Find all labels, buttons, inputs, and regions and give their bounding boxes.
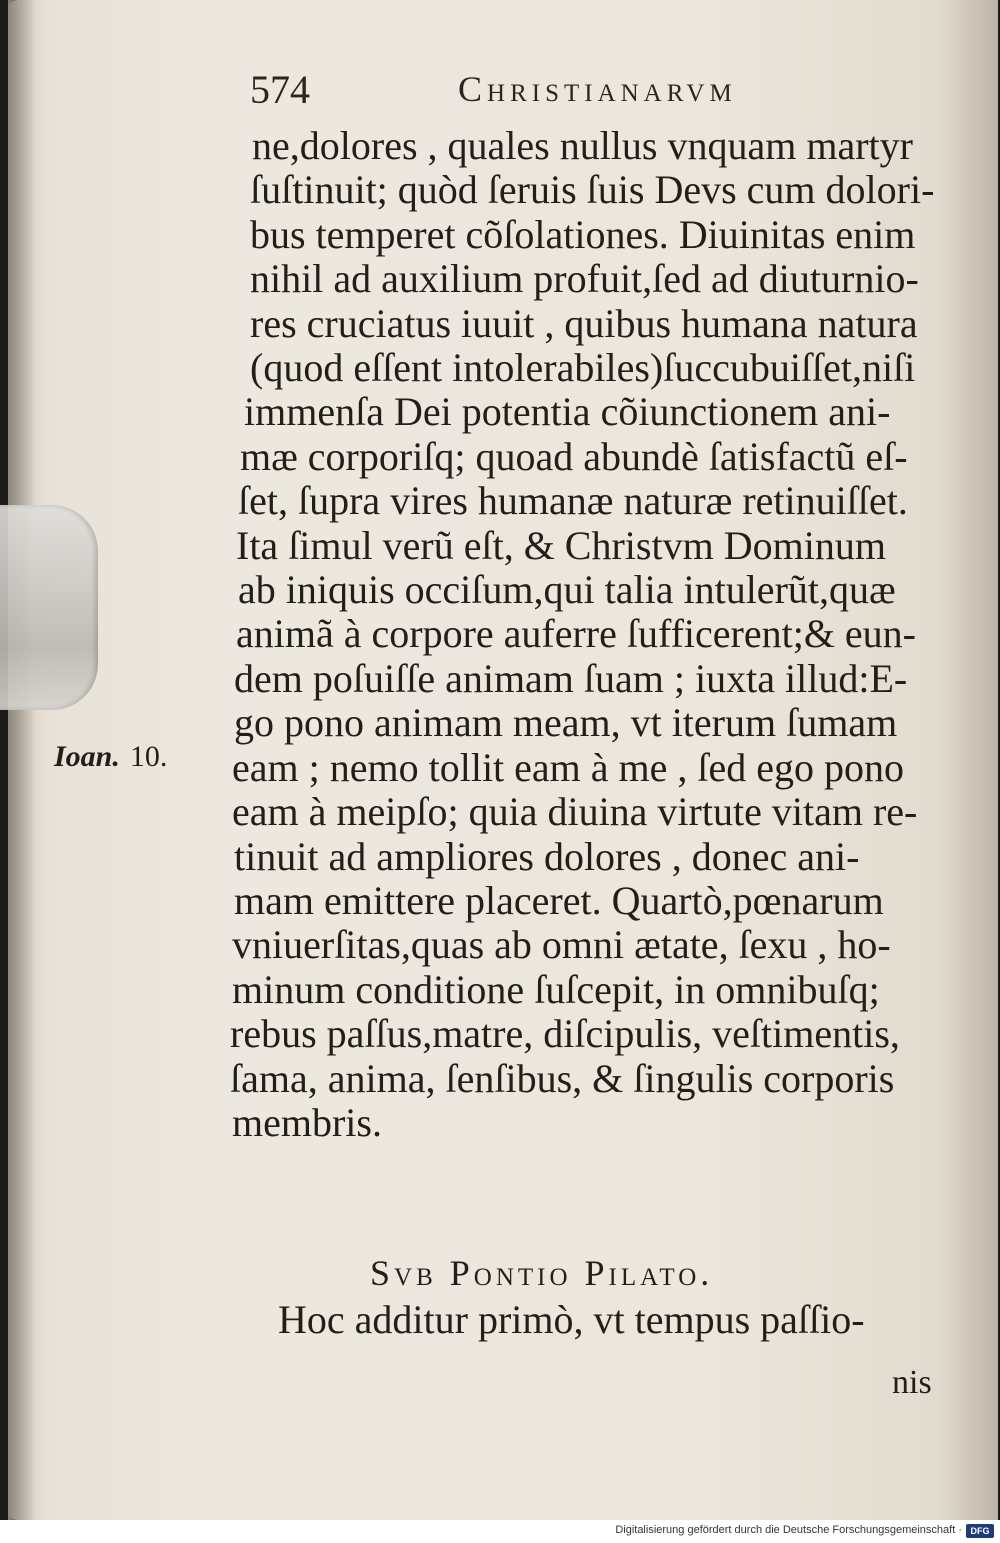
text-line: eam à meipſo; quia diuina virtute vitam re-: [232, 789, 918, 835]
text-line: minum conditione ſuſcepit, in omnibuſq;: [232, 966, 880, 1012]
catchword: nis: [892, 1364, 932, 1401]
text-line: eam ; nemo tollit eam à me , ſed ego pono: [232, 744, 905, 790]
text-line: res cruciatus iuuit , quibus humana natura: [250, 300, 918, 346]
text-line: nihil ad auxilium profuit,ſed ad diuturnio-: [250, 256, 919, 302]
text-line: bus temperet cõſolationes. Diuinitas enim: [250, 211, 916, 257]
text-line: Ita ſimul verũ eſt, & Christvm Dominum: [236, 522, 886, 568]
page-header: [250, 66, 850, 116]
section-heading: Svb Pontio Pilato.: [370, 1253, 714, 1293]
running-title: Christianarvm: [458, 69, 737, 109]
text-line: (quod eſſent intolerabiles)ſuccubuiſſet,niſi: [250, 345, 916, 391]
text-line: mam emittere placeret. Quartò,pœnarum: [234, 877, 884, 923]
text-line: dem poſuiſſe animam ſuam ; iuxta illud:E-: [234, 655, 908, 701]
text-line: mæ corporiſq; quoad abundè ſatisfactũ eſ-: [240, 433, 908, 479]
text-line: tinuit ad ampliores dolores , donec ani-: [234, 833, 860, 879]
text-line: rebus paſſus,matre, diſcipulis, veſtimentis,: [230, 1011, 900, 1057]
text-line: ne,dolores , quales nullus vnquam martyr: [252, 123, 913, 168]
section-opening-line: Hoc additur primò, vt tempus paſſio-: [278, 1297, 865, 1342]
margin-reference-chapter: 10.: [129, 740, 168, 773]
text-line: ſuſtinuit; quòd ſeruis ſuis Devs cum dolori-: [250, 167, 935, 213]
text-line: membris.: [232, 1099, 382, 1145]
margin-reference: [54, 740, 167, 774]
footer-bar: [0, 1520, 1000, 1543]
text-line: ab iniquis occiſum,qui talia intulerũt,quæ: [238, 567, 896, 613]
book-page: [8, 0, 998, 1520]
body-text: [228, 124, 968, 1145]
margin-reference-book: Ioan.: [54, 740, 120, 773]
page-number: 574: [250, 67, 310, 112]
text-line: go pono animam meam, vt iterum ſumam: [234, 700, 898, 746]
page-clip: [0, 505, 98, 710]
page-gutter-shadow: [8, 0, 36, 1520]
text-line: ſet, ſupra vires humanæ naturæ retinuiſſet.: [238, 478, 908, 524]
text-line: vniuerſitas,quas ab omni ætate, ſexu , ho-: [232, 922, 891, 968]
footer-credit: Digitalisierung gefördert durch die Deutsche Forschungsgemeinschaft ·: [615, 1524, 962, 1536]
text-line: immenſa Dei potentia cõiunctionem ani-: [244, 389, 891, 435]
text-line: animã à corpore auferre ſufficerent;& eun-: [236, 611, 916, 657]
text-line: ſama, anima, ſenſibus, & ſingulis corporis: [230, 1055, 895, 1101]
dfg-logo: DFG: [966, 1524, 994, 1538]
